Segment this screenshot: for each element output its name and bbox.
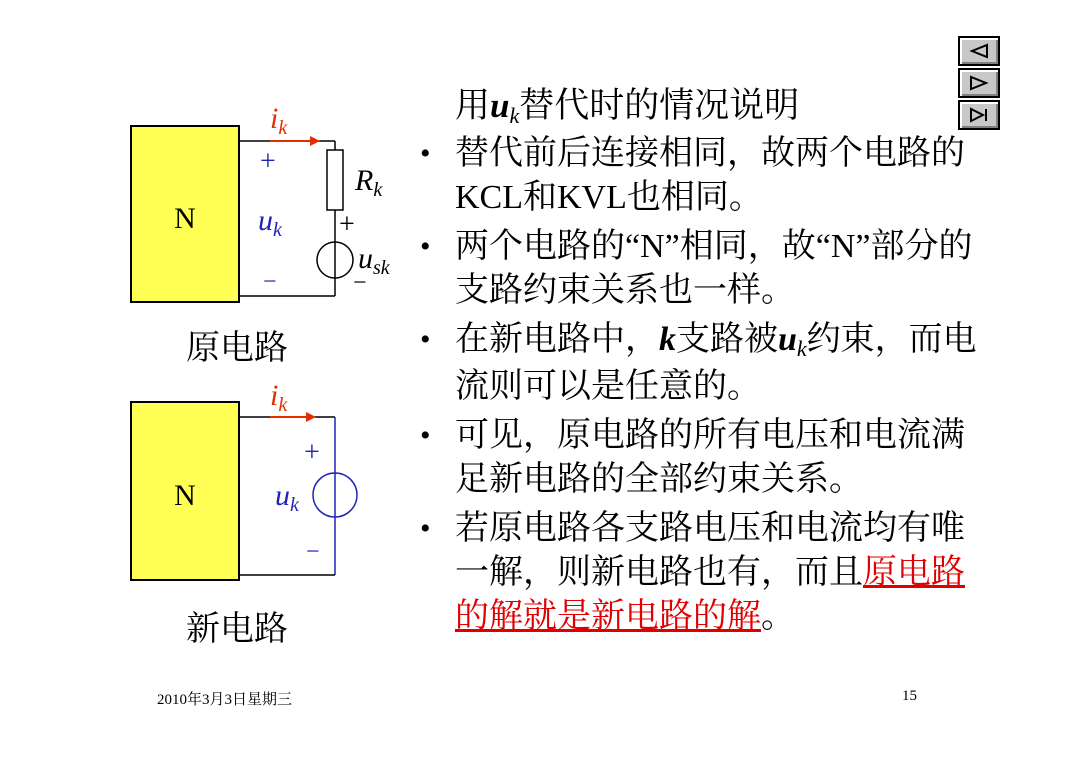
new-circuit-diagram <box>120 375 420 590</box>
slide-title: 用uk替代时的情况说明 <box>455 86 800 128</box>
voltage-plus: + <box>260 146 276 177</box>
next-slide-button[interactable] <box>958 68 1000 98</box>
bullet-list <box>420 132 980 644</box>
bullet-item: • 两个电路的“N”相同，故“N”部分的支路约束关系也一样。 <box>420 225 980 313</box>
voltage-minus: − <box>263 269 277 295</box>
triangle-left-icon <box>968 43 990 59</box>
bullet-item: • 在新电路中，k支路被uk约束，而电流则可以是任意的。 <box>420 318 980 409</box>
current-label: $i_k$ <box>270 379 288 416</box>
bullet-item: • 替代前后连接相同，故两个电路的KCL和KVL也相同。 <box>420 132 980 220</box>
current-arrow-head <box>306 412 316 422</box>
voltage-label: $u_k$ <box>275 479 299 516</box>
source-minus: − <box>353 270 367 296</box>
current-label: $i_k$ <box>270 102 288 139</box>
original-circuit-diagram <box>120 100 420 310</box>
last-slide-button[interactable] <box>958 100 1000 130</box>
network-label: N <box>174 479 196 512</box>
new-circuit-caption: 新电路 <box>186 611 288 648</box>
voltage-minus: − <box>306 539 320 565</box>
highlight-link: 原电路的解就是新电路的解 <box>455 554 965 635</box>
resistor-label: $R_k$ <box>355 164 383 201</box>
source-label: $u_{sk}$ <box>358 242 390 279</box>
resistor <box>327 150 343 210</box>
page-number: 15 <box>902 688 917 704</box>
voltage-plus: + <box>304 437 320 468</box>
source-plus: + <box>339 209 355 240</box>
network-label: N <box>174 202 196 235</box>
voltage-label: $u_k$ <box>258 204 282 241</box>
current-arrow-head <box>310 136 320 146</box>
original-circuit-caption: 原电路 <box>186 330 288 367</box>
skip-to-end-icon <box>968 107 990 123</box>
bullet-item: • 若原电路各支路电压和电流均有唯一解，则新电路也有，而且原电路的解就是新电路的解。 <box>420 507 980 639</box>
prev-slide-button[interactable] <box>958 36 1000 66</box>
bullet-item: • 可见，原电路的所有电压和电流满足新电路的全部约束关系。 <box>420 414 980 502</box>
footer-date: 2010年3月3日星期三 <box>157 692 293 708</box>
triangle-right-icon <box>968 75 990 91</box>
